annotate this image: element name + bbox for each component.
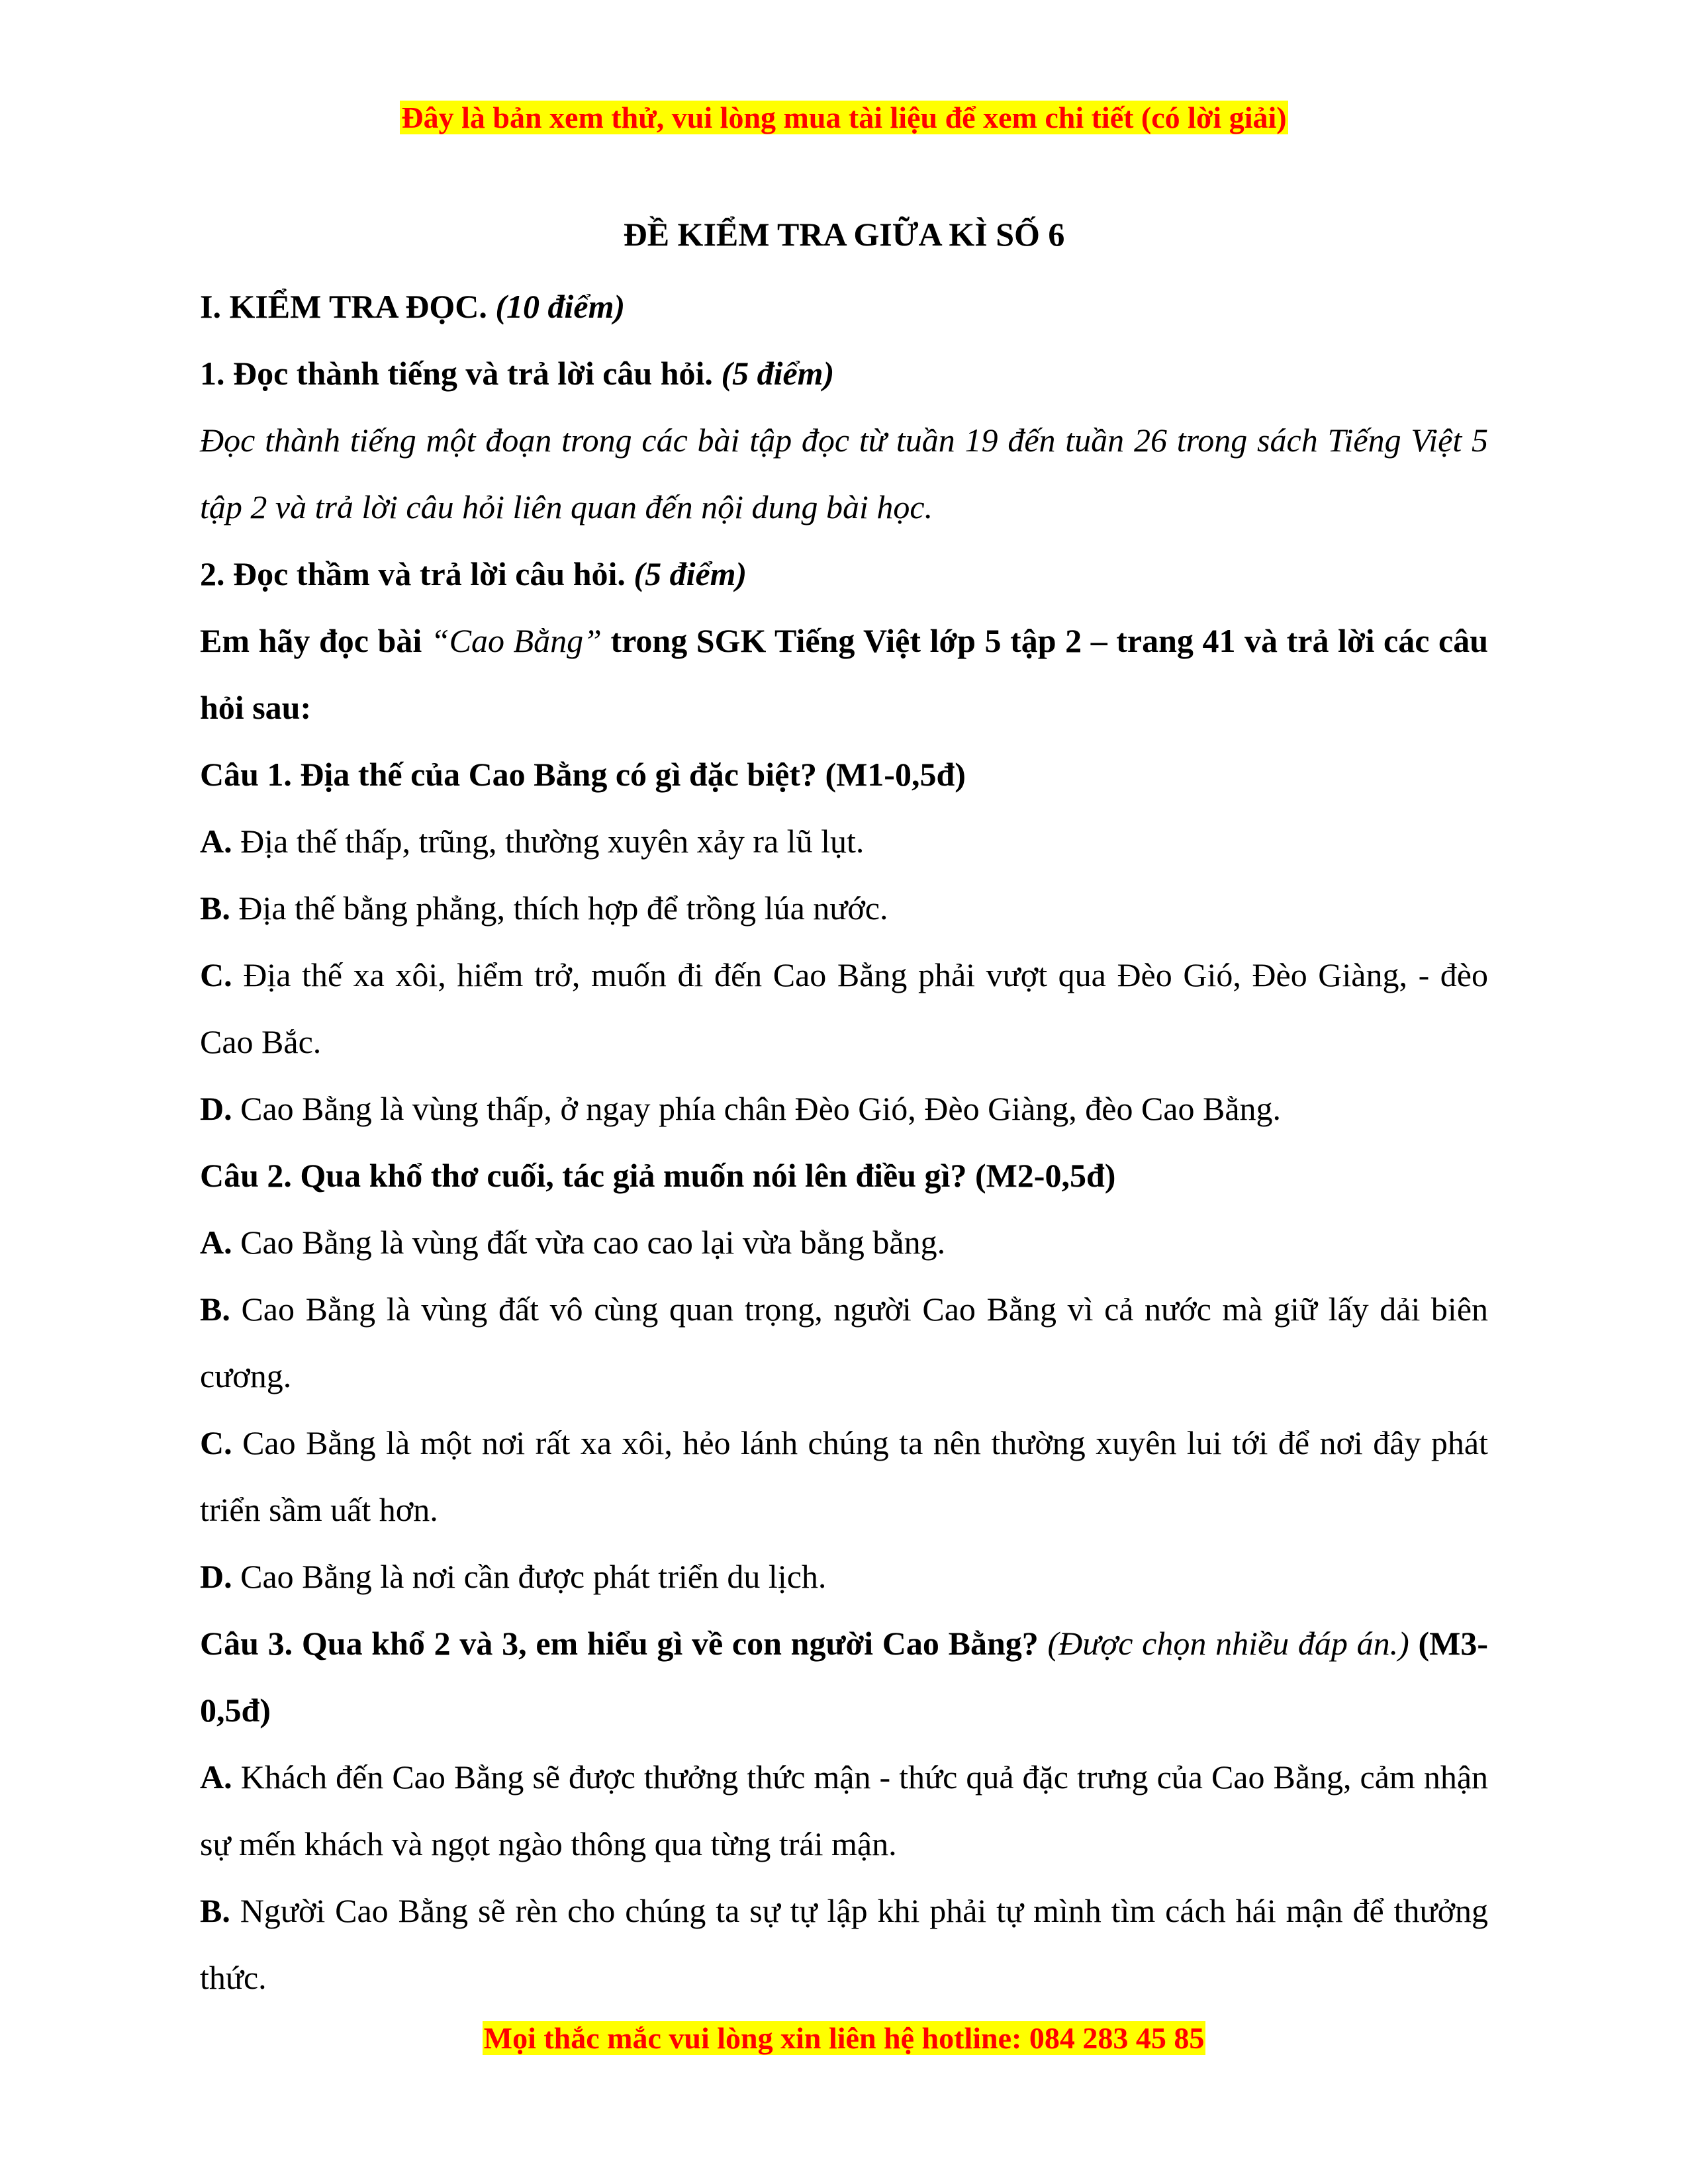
part-2-label: 2. Đọc thầm và trả lời câu hỏi.: [200, 555, 626, 592]
option-letter: D.: [200, 1090, 232, 1127]
part-2-heading: [200, 541, 1488, 608]
question-2-option-d: [200, 1543, 1488, 1610]
question-3-note: (Được chọn nhiều đáp án.): [1047, 1625, 1409, 1662]
question-2: Câu 2. Qua khổ thơ cuối, tác giả muốn nói lên điều gì? (M2-0,5đ): [200, 1157, 1116, 1194]
question-1: Câu 1. Địa thế của Cao Bằng có gì đặc biệt? (M1-0,5đ): [200, 756, 966, 793]
option-letter: D.: [200, 1558, 232, 1595]
part-1-label: 1. Đọc thành tiếng và trả lời câu hỏi.: [200, 355, 713, 392]
option-text: Địa thế xa xôi, hiểm trở, muốn đi đến Cao Bằng phải vượt qua Đèo Gió, Đèo Giàng, - đèo Cao Bắc.: [200, 956, 1488, 1060]
question-1-option-a: [200, 808, 1488, 875]
option-text: Cao Bằng là vùng thấp, ở ngay phía chân Đèo Gió, Đèo Giàng, đèo Cao Bằng.: [240, 1090, 1282, 1127]
question-1-option-c: [200, 942, 1488, 1075]
section-1-label: I. KIỂM TRA ĐỌC.: [200, 288, 487, 325]
option-text: Khách đến Cao Bằng sẽ được thưởng thức mận - thức quả đặc trưng của Cao Bằng, cảm nhận sự mến khách và ngọt ngào thông qua từng trái mận.: [200, 1758, 1489, 1862]
option-text: Địa thế thấp, trũng, thường xuyên xảy ra lũ lụt.: [240, 823, 865, 860]
question-2-option-b: [200, 1276, 1488, 1410]
question-1-option-b: [200, 875, 1488, 942]
hotline-banner: [0, 2020, 1688, 2057]
section-1-points: (10 điểm): [495, 288, 626, 325]
question-2-option-c: [200, 1410, 1488, 1543]
part-1-points: (5 điểm): [721, 355, 835, 392]
question-2-option-a: [200, 1209, 1488, 1276]
question-3-option-a: [200, 1744, 1488, 1878]
question-3-option-b: [200, 1878, 1488, 2011]
document-content: [200, 201, 1488, 2011]
option-letter: C.: [200, 1424, 232, 1461]
intro-after: trong SGK Tiếng Việt lớp 5 tập 2 – trang 41 và trả lời các câu hỏi sau:: [200, 622, 1489, 726]
part-1-instruction: Đọc thành tiếng một đoạn trong các bài tập đọc từ tuần 19 đến tuần 26 trong sách Tiếng Việt 5 tập 2 và trả lời câu hỏi liên quan đến nội dung bài học.: [200, 422, 1488, 525]
option-letter: B.: [200, 1291, 230, 1328]
option-letter: B.: [200, 1892, 230, 1929]
preview-notice-banner: [0, 99, 1688, 136]
part-1-heading: [200, 340, 1488, 407]
part-2-points: (5 điểm): [633, 555, 747, 592]
part-2-intro: [200, 608, 1488, 741]
option-text: Cao Bằng là vùng đất vừa cao cao lại vừa bằng bằng.: [240, 1224, 946, 1261]
option-text: Người Cao Bằng sẽ rèn cho chúng ta sự tự lập khi phải tự mình tìm cách hái mận để thưởng thức.: [200, 1892, 1489, 1996]
question-1-option-d: [200, 1075, 1488, 1142]
preview-notice-text: Đây là bản xem thử, vui lòng mua tài liệu để xem chi tiết (có lời giải): [401, 101, 1287, 134]
intro-reading-title: “Cao Bằng”: [430, 622, 602, 659]
option-text: Cao Bằng là một nơi rất xa xôi, hẻo lánh chúng ta nên thường xuyên lui tới để nơi đây phát triển sầm uất hơn.: [200, 1424, 1489, 1528]
option-text: Cao Bằng là vùng đất vô cùng quan trọng, người Cao Bằng vì cả nước mà giữ lấy dải biên cương.: [200, 1291, 1489, 1394]
hotline-text: Mọi thắc mắc vui lòng xin liên hệ hotline: 084 283 45 85: [483, 2021, 1205, 2055]
option-letter: A.: [200, 823, 232, 860]
page-title: ĐỀ KIỂM TRA GIỮA KÌ SỐ 6: [623, 216, 1065, 253]
option-letter: C.: [200, 956, 232, 993]
option-letter: A.: [200, 1224, 232, 1261]
option-letter: B.: [200, 889, 230, 927]
option-letter: A.: [200, 1758, 232, 1796]
question-3-text: Câu 3. Qua khổ 2 và 3, em hiểu gì về con người Cao Bằng?: [200, 1625, 1039, 1662]
option-text: Cao Bằng là nơi cần được phát triển du lịch.: [240, 1558, 827, 1595]
intro-before: Em hãy đọc bài: [200, 622, 422, 659]
question-3-mark: (M3-0,5đ): [200, 1625, 1488, 1729]
section-1-heading: [200, 273, 1488, 340]
question-3: [200, 1610, 1488, 1744]
option-text: Địa thế bằng phẳng, thích hợp để trồng lúa nước.: [238, 889, 888, 927]
